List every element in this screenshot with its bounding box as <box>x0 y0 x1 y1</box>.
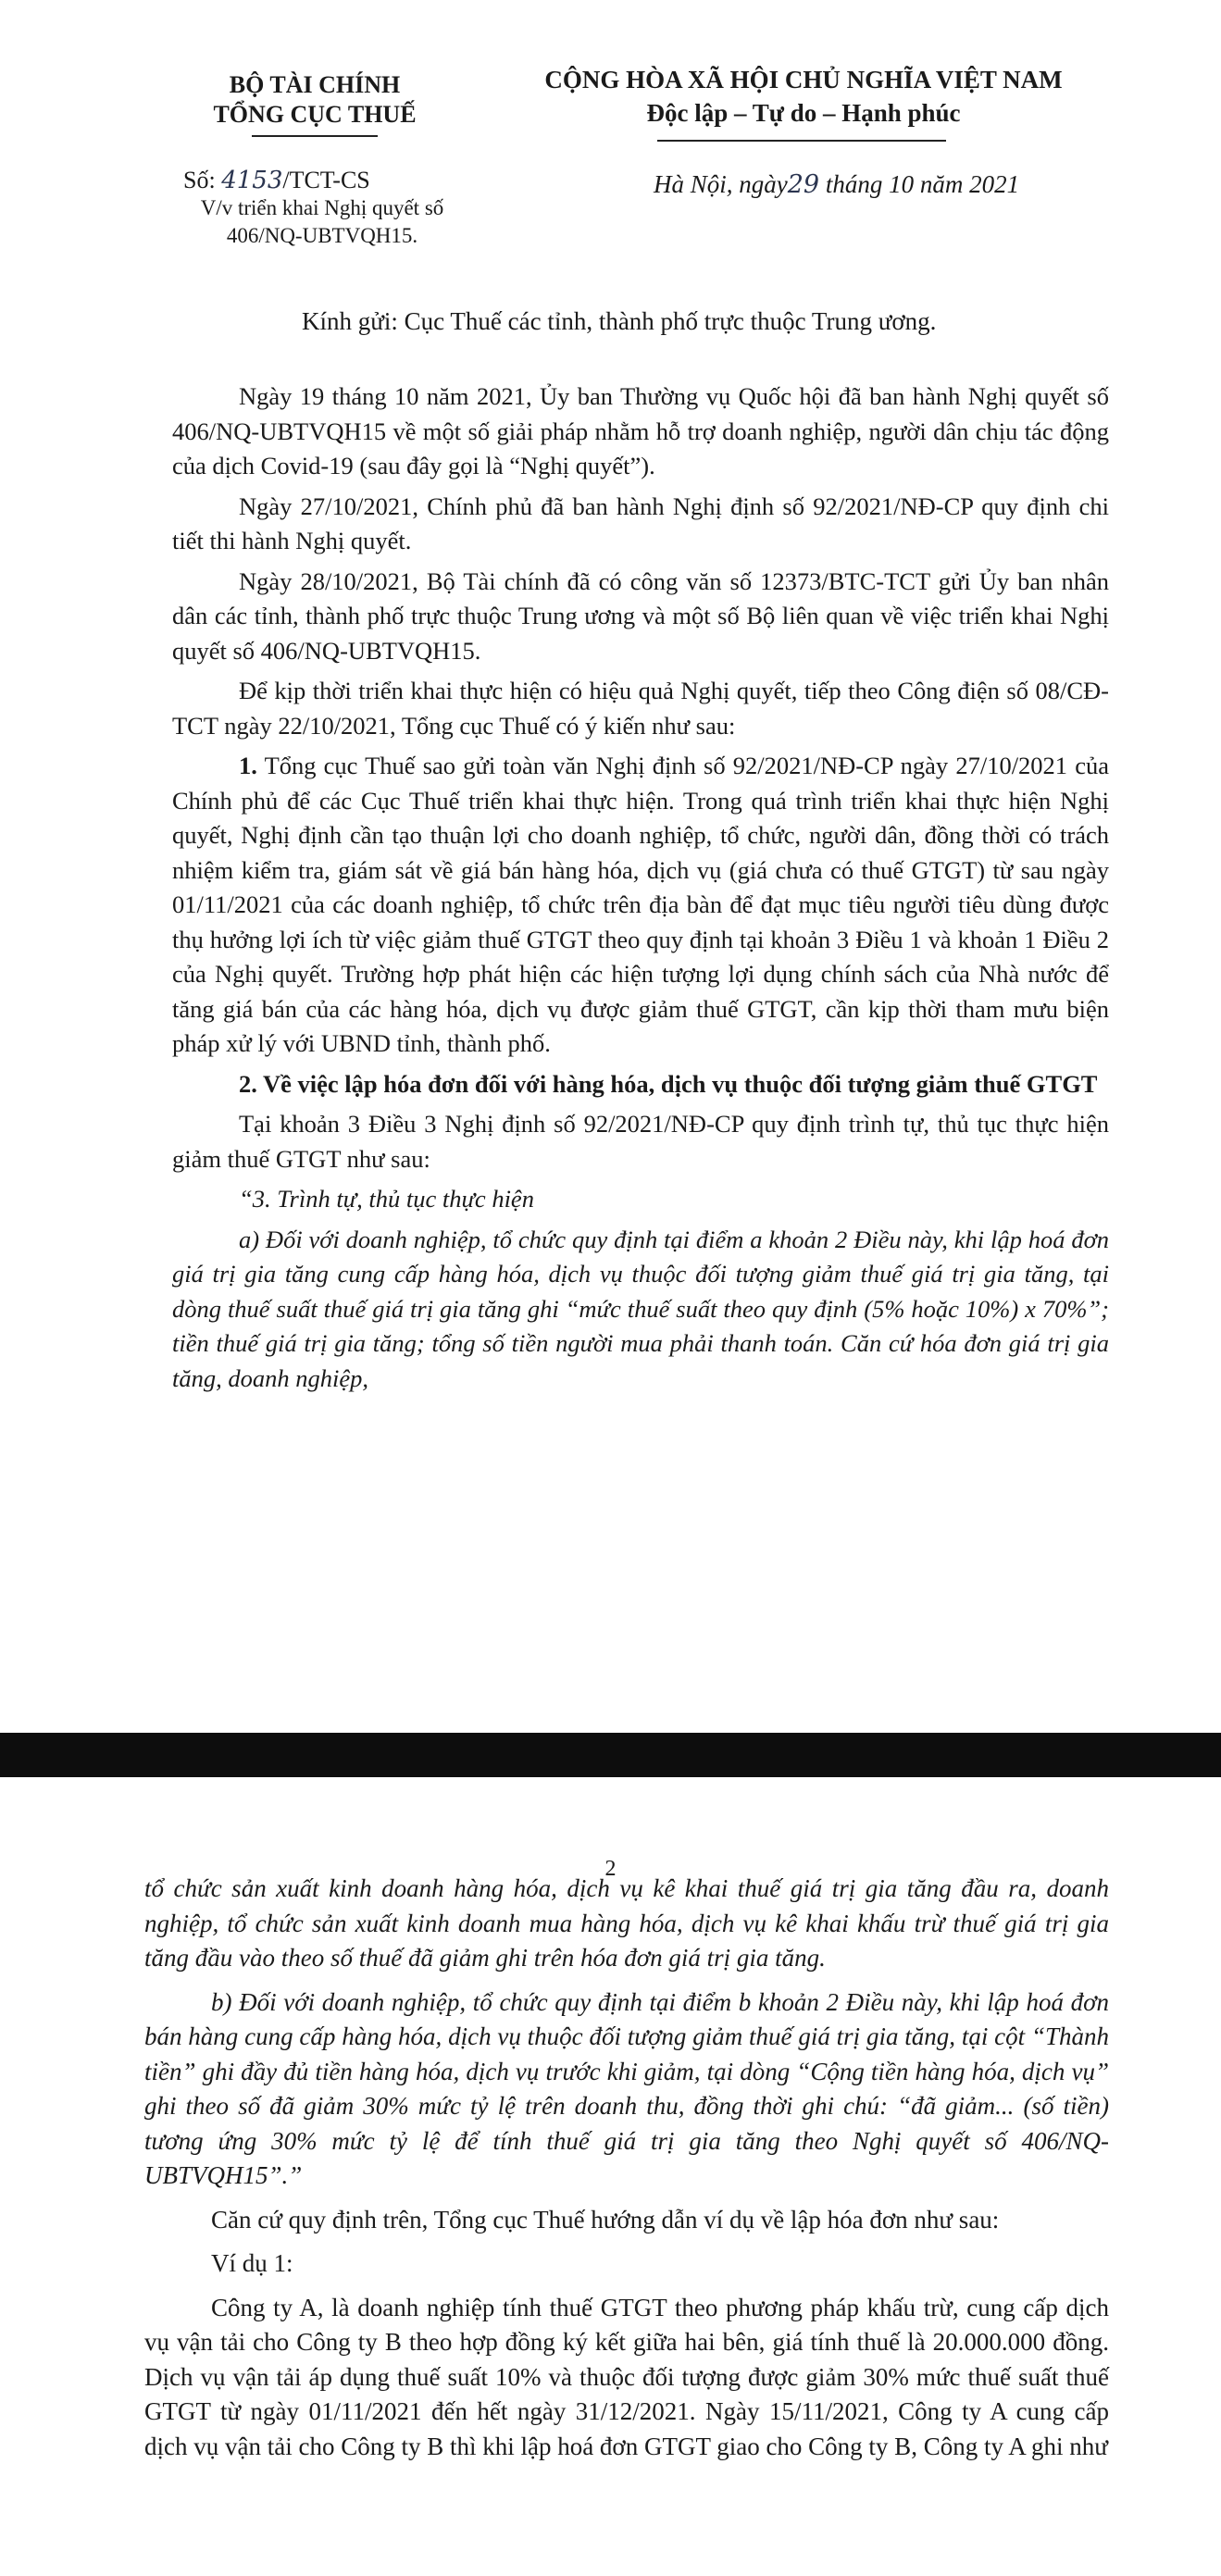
body-page-2 <box>144 1872 1109 2464</box>
section-1-number: 1. <box>239 752 257 779</box>
section-1: 1. Tổng cục Thuế sao gửi toàn văn Nghị định số 92/2021/NĐ-CP ngày 27/10/2021 của Chính phủ để các Cục Thuế triển khai thực hiện. Trong quá trình triển khai thực hiện Nghị quyết, Nghị định cần tạo thuận lợi cho doanh nghiệp, tổ chức, người dân, đồng thời có trách nhiệm kiểm tra, giám sát về giá bán hàng hóa, dịch vụ (giá chưa có thuế GTGT) từ sau ngày 01/11/2021 của các doanh nghiệp, tổ chức trên địa bàn để đạt mục tiêu người tiêu dùng được thụ hưởng lợi ích từ việc giảm thuế GTGT theo quy định tại khoản 3 Điều 1 và khoản 1 Điều 2 của Nghị quyết. Trường hợp phát hiện các hiện tượng lợi dụng chính sách của Nhà nước để tăng giá bán của các hàng hóa, dịch vụ được giảm thuế GTGT, cần kịp thời tham mưu biện pháp xử lý với UBND tỉnh, thành phố. <box>172 752 1109 1057</box>
quote-title: “3. Trình tự, thủ tục thực hiện <box>239 1185 534 1213</box>
handwritten-day: 29 <box>787 170 820 199</box>
recipient-line: Kính gửi: Cục Thuế các tỉnh, thành phố trực thuộc Trung ương. <box>302 307 937 335</box>
section-2-intro: Tại khoản 3 Điều 3 Nghị định số 92/2021/NĐ-CP quy định trình tự, thủ tục thực hiện giảm thuế GTGT như sau: <box>172 1110 1109 1173</box>
paragraph: Ngày 28/10/2021, Bộ Tài chính đã có công văn số 12373/BTC-TCT gửi Ủy ban nhân dân các tỉnh, thành phố trực thuộc Trung ương và một số Bộ liên quan về việc triển khai Nghị quyết số 406/NQ-UBTVQH15. <box>172 566 1109 665</box>
body-page-1 <box>172 380 1109 1396</box>
country-name: CỘNG HÒA XÃ HỘI CHỦ NGHĨA VIỆT NAM <box>544 66 1063 93</box>
handwritten-number: 4153 <box>221 167 283 194</box>
guidance-paragraph: Căn cứ quy định trên, Tổng cục Thuế hướng dẫn ví dụ về lập hóa đơn như sau: <box>211 2205 1000 2234</box>
national-heading <box>507 63 1100 130</box>
subject-line-1: V/v triển khai Nghị quyết số <box>200 196 444 219</box>
example-paragraph: Công ty A, là doanh nghiệp tính thuế GTGT theo phương pháp khấu trừ, cung cấp dịch vụ vận tải cho Công ty B theo hợp đồng ký kết giữa hai bên, giá tính thuế là 20.000.000 đồng. Dịch vụ vận tải áp dụng thuế suất 10% và thuộc đối tượng được giảm 30% mức thuế suất thuế GTGT từ ngày 01/11/2021 đến hết ngày 31/12/2021. Ngày 15/11/2021, Công ty A cung cấp dịch vụ vận tải cho Công ty B thì khi lập hoá đơn GTGT giao cho Công ty B, Công ty A ghi như <box>144 2293 1109 2460</box>
quote-point-b: b) Đối với doanh nghiệp, tổ chức quy định tại điểm b khoản 2 Điều này, khi lập hoá đơn bán hàng cung cấp hàng hóa, dịch vụ thuộc đối tượng giảm thuế giá trị gia tăng, tại cột “Thành tiền” ghi đầy đủ tiền hàng hóa, dịch vụ trước khi giảm, tại dòng “Cộng tiền hàng hóa, dịch vụ” ghi theo số đã giảm 30% mức tỷ lệ trên doanh thu, đồng thời ghi chú: “đã giảm... (số tiền) tương ứng 30% mức tỷ lệ để tính thuế giá trị gia tăng theo Nghị quyết số 406/NQ-UBTVQH15”.” <box>144 1987 1109 2189</box>
department-name: TỔNG CỤC THUẾ <box>213 101 417 128</box>
section-2-heading: 2. Về việc lập hóa đơn đối với hàng hóa, dịch vụ thuộc đối tượng giảm thuế GTGT <box>239 1069 1098 1098</box>
issuer-block <box>139 70 491 130</box>
quote-point-a: a) Đối với doanh nghiệp, tổ chức quy định tại điểm a khoản 2 Điều này, khi lập hoá đơn giá trị gia tăng cung cấp hàng hóa, dịch vụ thuộc đối tượng giảm thuế giá trị gia tăng, tại dòng thuế suất thuế giá trị gia tăng ghi “mức thuế suất theo quy định (5% hoặc 10%) x 70%”; tiền thuế giá trị gia tăng; tổng số tiền người mua phải thanh toán. Căn cứ hóa đơn giá trị gia tăng, doanh nghiệp, <box>172 1225 1109 1392</box>
ministry-name: BỘ TÀI CHÍNH <box>229 71 401 98</box>
paragraph: Ngày 27/10/2021, Chính phủ đã ban hành Nghị định số 92/2021/NĐ-CP quy định chi tiết thi hành Nghị quyết. <box>172 492 1109 554</box>
national-motto: Độc lập – Tự do – Hạnh phúc <box>646 99 961 127</box>
example-label: Ví dụ 1: <box>211 2249 293 2277</box>
issuer-underline <box>252 135 378 137</box>
page-number: 2 <box>604 1857 617 1881</box>
document-number: Số: 4153/TCT-CS <box>183 167 370 194</box>
quote-point-a-continued: tổ chức sản xuất kinh doanh hàng hóa, dịch vụ kê khai thuế giá trị gia tăng đầu ra, doanh nghiệp, tổ chức sản xuất kinh doanh mua hàng hóa, dịch vụ kê khai khấu trừ thuế giá trị gia tăng đầu vào theo số thuế đã giảm ghi trên hóa đơn giá trị gia tăng. <box>144 1874 1109 1972</box>
subject-line-2: 406/NQ-UBTVQH15. <box>226 224 418 247</box>
document-reference <box>165 167 480 250</box>
page-divider <box>0 1733 1221 1777</box>
paragraph: Ngày 19 tháng 10 năm 2021, Ủy ban Thường vụ Quốc hội đã ban hành Nghị quyết số 406/NQ-UBTVQH15 về một số giải pháp nhằm hỗ trợ doanh nghiệp, người dân chịu tác động của dịch Covid-19 (sau đây gọi là “Nghị quyết”). <box>172 382 1109 479</box>
document-date: Hà Nội, ngày29 tháng 10 năm 2021 <box>654 170 1020 199</box>
motto-underline <box>657 140 946 142</box>
paragraph: Để kịp thời triển khai thực hiện có hiệu quả Nghị quyết, tiếp theo Công điện số 08/CĐ-TCT ngày 22/10/2021, Tổng cục Thuế có ý kiến như sau: <box>172 677 1109 740</box>
